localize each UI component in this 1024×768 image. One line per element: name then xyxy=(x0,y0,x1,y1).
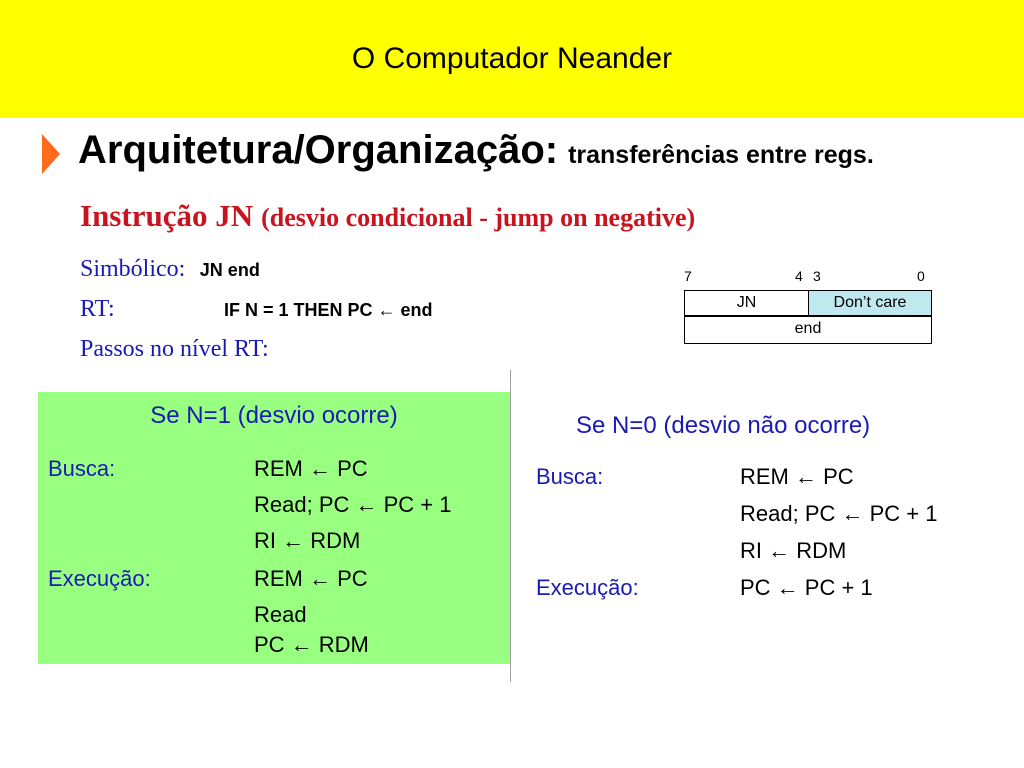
rt-label: RT: xyxy=(80,296,115,322)
fetch-op: REM ← PC xyxy=(254,456,368,481)
symbolic-value: JN end xyxy=(199,260,260,280)
arrow-bullet-icon xyxy=(40,132,62,176)
steps-label: Passos no nível RT: xyxy=(80,336,269,362)
exec-op: PC ← PC + 1 xyxy=(740,575,873,600)
exec-op: Read xyxy=(254,602,307,627)
exec-label: Execução: xyxy=(48,566,151,591)
slide-title: O Computador Neander xyxy=(351,42,673,75)
section-heading xyxy=(78,128,874,173)
bit-label-7: 7 xyxy=(684,268,692,284)
fetch-op: Read; PC ← PC + 1 xyxy=(740,501,938,526)
branch-taken-title: Se N=1 (desvio ocorre) xyxy=(150,402,398,429)
bit-label-0: 0 xyxy=(917,268,925,284)
branch-not-taken-title: Se N=0 (desvio não ocorre) xyxy=(576,412,871,439)
exec-op: PC ← RDM xyxy=(254,632,369,657)
instruction-format xyxy=(684,268,932,344)
symbolic-line xyxy=(80,256,260,283)
title-bar xyxy=(0,0,1024,118)
rt-line xyxy=(80,296,433,323)
branch-taken-panel xyxy=(38,392,510,664)
symbolic-label: Simbólico: xyxy=(80,256,186,282)
column-divider xyxy=(510,370,511,682)
opcode-field: JN xyxy=(684,290,809,316)
bit-label-4: 4 xyxy=(795,268,803,284)
exec-op: REM ← PC xyxy=(254,566,368,591)
fetch-op: RI ← RDM xyxy=(740,538,847,563)
heading-main: Arquitetura/Organização: xyxy=(78,128,559,172)
fetch-label: Busca: xyxy=(536,464,604,489)
bit-label-3: 3 xyxy=(813,268,821,284)
instruction-title xyxy=(80,198,695,234)
exec-label: Execução: xyxy=(536,575,639,600)
fetch-op: RI ← RDM xyxy=(254,528,361,553)
instruction-name: Instrução JN xyxy=(80,198,254,233)
fetch-label: Busca: xyxy=(48,456,116,481)
fetch-op: Read; PC ← PC + 1 xyxy=(254,492,452,517)
operand-field: end xyxy=(684,316,932,344)
heading-sub: transferências entre regs. xyxy=(568,141,874,169)
fetch-op: REM ← PC xyxy=(740,464,854,489)
dont-care-field: Don’t care xyxy=(808,290,932,316)
rt-value: IF N = 1 THEN PC ← end xyxy=(224,300,433,320)
instruction-subtitle: (desvio condicional - jump on negative) xyxy=(261,203,696,232)
